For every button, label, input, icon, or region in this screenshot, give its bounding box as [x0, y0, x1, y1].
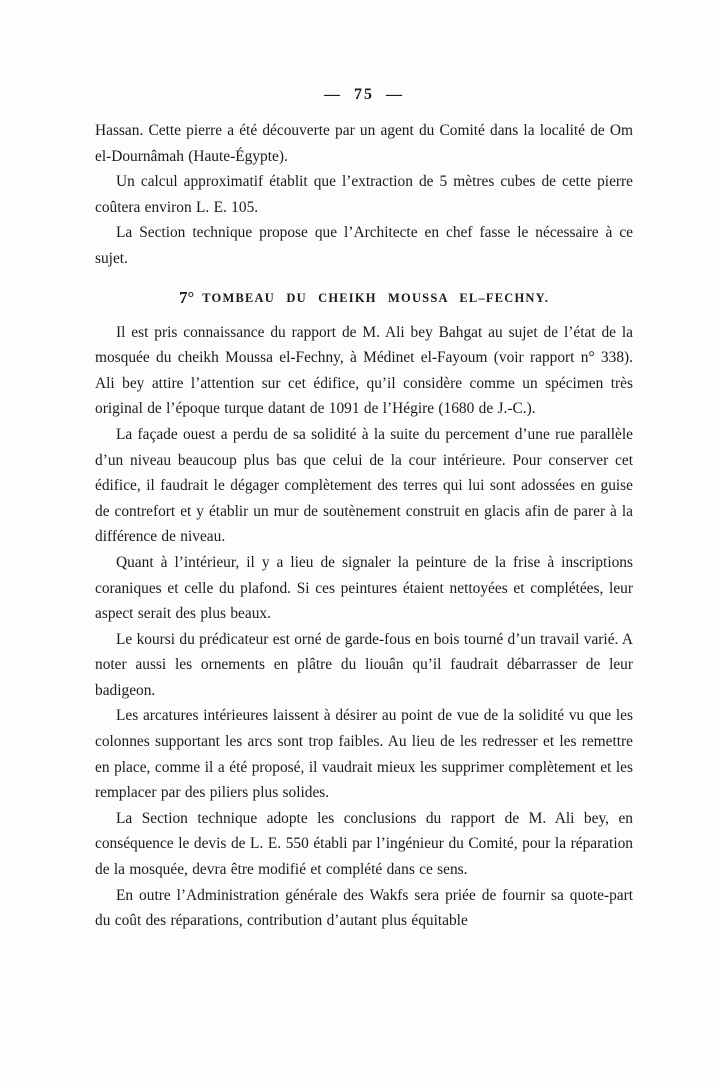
- paragraph: Les arcatures intérieures laissent à désirer au point de vue de la solidité vu que les colonnes supportant les arcs sont trop faibles. Au lieu de les redresser et les remettre en place, comme il a été proposé, il vaudrait mieux les supprimer complètement et les remplacer par des piliers plus solides.: [95, 707, 633, 802]
- paragraph: La Section technique adopte les conclusions du rapport de M. Ali bey, en conséquence le devis de L. E. 550 établi par l’ingénieur du Comité, pour la réparation de la mosquée, devra être modifié et complété dans ce sens.: [95, 809, 633, 879]
- paragraph: Le koursi du prédicateur est orné de garde-fous en bois tourné d’un travail varié. A noter aussi les ornements en plâtre du liouân qu’il faudrait débarrasser de leur badigeon.: [95, 630, 633, 699]
- section-title: TOMBEAU DU CHEIKH MOUSSA EL–FECHNY.: [202, 290, 550, 305]
- text-block: [95, 118, 633, 934]
- paragraph: La Section technique propose que l’Architecte en chef fasse le nécessaire à ce sujet.: [95, 224, 633, 267]
- paragraph: En outre l’Administration générale des Wakfs sera priée de fournir sa quote-part du coût des réparations, contribution d’autant plus équitable: [95, 886, 633, 930]
- paragraph: Un calcul approximatif établit que l’extraction de 5 mètres cubes de cette pierre coûtera environ L. E. 105.: [95, 173, 633, 216]
- paragraph: Quant à l’intérieur, il y a lieu de signaler la peinture de la frise à inscriptions coraniques et celle du plafond. Si ces peintures étaient nettoyées et complétées, leur aspect serait des plus beaux.: [95, 553, 633, 623]
- paragraph: La façade ouest a perdu de sa solidité à la suite du percement d’une rue parallèle d’un niveau beaucoup plus bas que celui de la cour intérieure. Pour conserver cet édifice, il faudrait le dégager complètement des terres qui lui sont adossées en guise de contrefort et y établir un mur de soutènement construit en glacis afin de parer à la différence de niveau.: [95, 425, 633, 546]
- page-number: — 75 —: [324, 86, 404, 103]
- paragraph: Il est pris connaissance du rapport de M. Ali bey Bahgat au sujet de l’état de la mosquée du cheikh Moussa el-Fechny, à Médinet el-Fayoum (voir rapport n° 338). Ali bey attire l’attention sur cet édifice, qu’il considère comme un spécimen très original de l’époque turque datant de 1091 de l’Hégire (1680 de J.-C.).: [95, 323, 633, 418]
- paragraph: Hassan. Cette pierre a été découverte par un agent du Comité dans la localité de Om el-Dournâmah (Haute-Égypte).: [95, 122, 633, 165]
- section-heading: [95, 285, 633, 311]
- section-ordinal: 7°: [178, 287, 195, 307]
